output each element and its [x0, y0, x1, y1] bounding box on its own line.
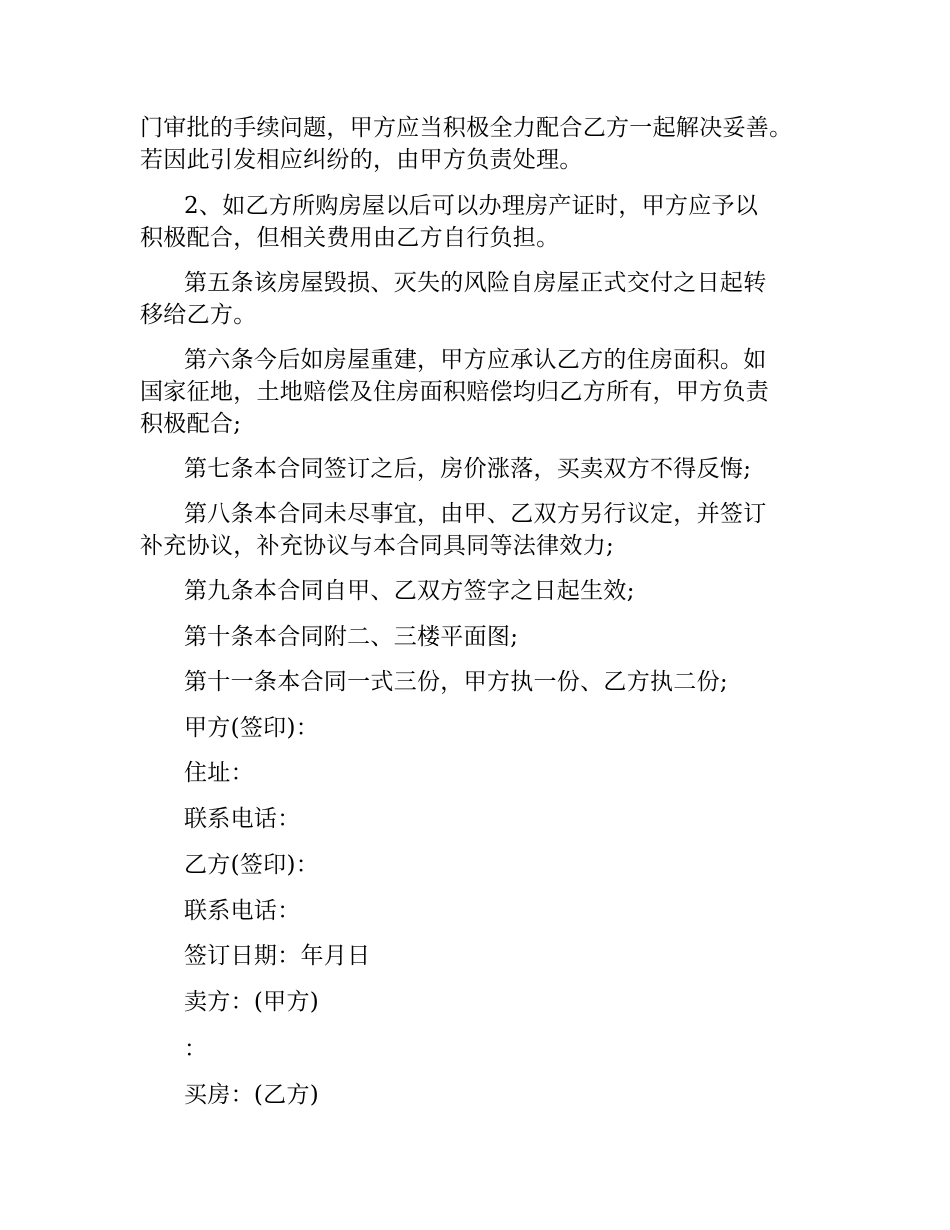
party-b-signature-label: 乙方(签印)：: [184, 852, 320, 878]
seller-label: 卖方：(甲方): [184, 989, 320, 1015]
colon-line: ：: [184, 1036, 208, 1062]
buyer-label: 买房：(乙方): [184, 1082, 320, 1108]
article-5-line: 第五条该房屋毁损、灭失的风险自房屋正式交付之日起转: [184, 270, 767, 296]
article-8-line: 补充协议，补充协议与本合同具同等法律效力;: [140, 533, 615, 559]
article-6-line: 第六条今后如房屋重建，甲方应承认乙方的住房面积。如: [184, 347, 767, 373]
article-6-line: 积极配合;: [140, 411, 242, 437]
paragraph-line: 门审批的手续问题，甲方应当积极全力配合乙方一起解决妥善。: [140, 115, 793, 141]
article-9-line: 第九条本合同自甲、乙双方签字之日起生效;: [184, 578, 635, 604]
article-11-line: 第十一条本合同一式三份，甲方执一份、乙方执二份;: [184, 669, 728, 695]
article-8-line: 第八条本合同未尽事宜，由甲、乙双方另行议定，并签订: [184, 501, 767, 527]
paragraph-line: 若因此引发相应纠纷的，由甲方负责处理。: [140, 147, 583, 173]
article-7-line: 第七条本合同签订之后，房价涨落，买卖双方不得反悔;: [184, 456, 752, 482]
article-6-line: 国家征地，土地赔偿及住房面积赔偿均归乙方所有，甲方负责: [140, 379, 770, 405]
article-5-line: 移给乙方。: [140, 302, 257, 328]
party-a-signature-label: 甲方(签印)：: [184, 715, 320, 741]
article-10-line: 第十条本合同附二、三楼平面图;: [184, 624, 519, 650]
phone-label: 联系电话：: [184, 898, 301, 924]
phone-label: 联系电话：: [184, 806, 301, 832]
signing-date-label: 签订日期：年月日: [184, 943, 371, 969]
clause-2-line: 积极配合，但相关费用由乙方自行负担。: [140, 225, 560, 251]
clause-2-line: 2、如乙方所购房屋以后可以办理房产证时，甲方应予以: [184, 193, 759, 219]
address-label: 住址：: [184, 760, 254, 786]
